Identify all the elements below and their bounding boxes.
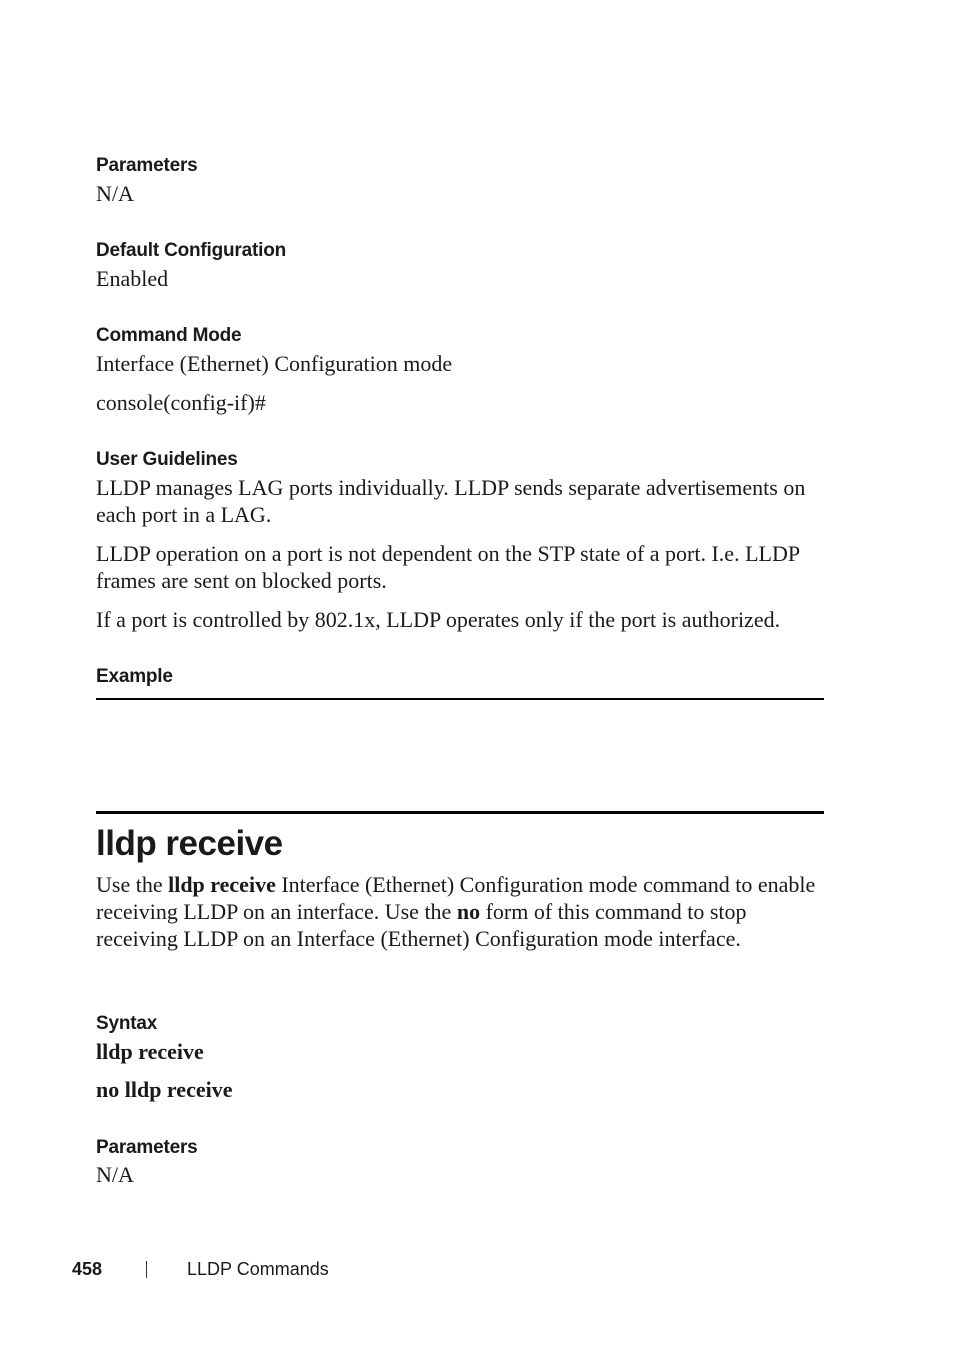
syntax-line: lldp receive [96,1039,204,1064]
user-guidelines-heading: User Guidelines [96,449,238,470]
footer-chapter-title: LLDP Commands [187,1259,329,1279]
syntax-line: no lldp receive [96,1077,233,1102]
parameters-value-2: N/A [96,1162,134,1187]
default-configuration-heading: Default Configuration [96,240,287,261]
command-name-inline: lldp receive [168,872,276,897]
command-description: Use the lldp receive Interface (Ethernet) Configuration mode command to enable receiving LLDP on an interface. Use the no form of this command to stop receiving LLDP on an Interface (Ethernet) Configuration mode interface. [96,872,816,951]
no-keyword-inline: no [456,899,481,924]
footer-separator [146,1261,147,1278]
command-mode-prompt: console(config-if)# [96,390,266,415]
parameters-heading: Parameters [96,155,198,176]
syntax-heading: Syntax [96,1013,158,1034]
parameters-value: N/A [96,181,134,206]
default-configuration-value: Enabled [96,266,169,291]
command-mode-value: Interface (Ethernet) Configuration mode [96,351,453,376]
command-title: lldp receive [96,824,283,863]
guideline-paragraph: If a port is controlled by 802.1x, LLDP operates only if the port is authorized. [96,607,781,632]
example-heading: Example [96,666,173,687]
page-number: 458 [72,1259,103,1279]
example-rule [96,698,824,700]
command-mode-heading: Command Mode [96,325,242,346]
parameters-heading-2: Parameters [96,1137,198,1158]
guideline-paragraph: LLDP manages LAG ports individually. LLDP sends separate advertisements on each port in a LAG. [96,475,806,527]
section-top-rule [96,811,824,814]
guideline-paragraph: LLDP operation on a port is not dependent on the STP state of a port. I.e. LLDP frames are sent on blocked ports. [96,541,800,593]
